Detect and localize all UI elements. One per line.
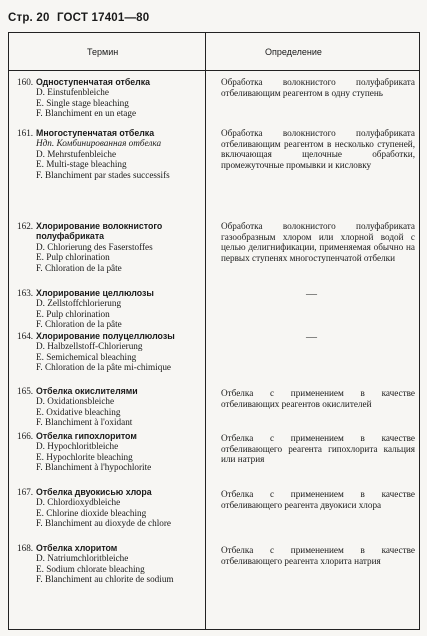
term-russian: Отбелка хлоритом — [36, 543, 118, 553]
term-french: F. Blanchiment à l'hypochlorite — [36, 462, 152, 473]
term-cell — [17, 543, 205, 585]
column-header-definition: Определение — [265, 47, 322, 57]
term-cell — [17, 128, 205, 180]
term-number: 160. — [17, 77, 34, 87]
term-nonrecommended: Ндп. Комбинированная отбелка — [36, 138, 162, 149]
term-russian: Хлорирование целлюлозы — [36, 288, 154, 298]
term-german: D. Oxidationsbleiche — [36, 396, 115, 407]
term-number: 161. — [17, 128, 34, 138]
term-russian: Отбелка гипохлоритом — [36, 431, 137, 441]
term-number: 168. — [17, 543, 34, 553]
term-number: 166. — [17, 431, 34, 441]
definition-cell: Обработка волокнистого полуфабриката отбеливающим реагентом в несколько ступеней, включающая щелочные обработки, промежуточные промывки и кисловку — [221, 128, 415, 170]
term-russian: Отбелка двуокисью хлора — [36, 487, 152, 497]
term-russian: Одноступенчатая отбелка — [36, 77, 151, 87]
standard-code: ГОСТ 17401—80 — [56, 12, 150, 24]
term-russian: Хлорирование волокнистого полуфабриката — [36, 221, 163, 242]
term-english: E. Pulp chlorination — [36, 252, 110, 263]
term-german: D. Natriumchloritbleiche — [36, 553, 129, 564]
term-french: F. Chloration de la pâte — [36, 319, 122, 330]
terms-table — [8, 32, 420, 630]
term-number: 165. — [17, 386, 34, 396]
term-english: E. Chlorine dioxide bleaching — [36, 507, 147, 518]
term-russian: Хлорирование полуцеллюлозы — [36, 331, 175, 341]
definition-dash: — — [306, 331, 317, 343]
term-french: F. Blanchiment au dioxyde de chlore — [36, 518, 171, 529]
term-french: F. Chloration de la pâte mi-chimique — [36, 362, 172, 373]
term-german: D. Chlorierung des Faserstoffes — [36, 241, 153, 252]
definition-cell: Отбелка с применением в качестве отбеливающего реагента хлорита натрия — [221, 545, 415, 566]
term-german: D. Hypochloritbleiche — [36, 441, 119, 452]
term-english: E. Single stage bleaching — [36, 97, 129, 108]
term-french: F. Blanchiment à l'oxidant — [36, 417, 133, 428]
term-german: D. Chlordioxydbleiche — [36, 497, 121, 508]
column-header-term: Термин — [87, 47, 119, 57]
definition-cell: Обработка волокнистого полуфабриката газообразным хлором или хлорной водой с целью делигнификации, применяемая обычно на первых ступенях многоступенчатой отбелки — [221, 221, 415, 263]
term-english: E. Multi-stage bleaching — [36, 159, 127, 170]
definition-cell: Отбелка с применением в качестве отбеливающих реагентов окислителей — [221, 388, 415, 409]
term-russian: Отбелка окислителями — [36, 386, 138, 396]
term-cell — [17, 487, 205, 529]
term-number: 162. — [17, 221, 34, 231]
term-number: 164. — [17, 331, 34, 341]
column-divider — [205, 33, 206, 629]
definition-dash: — — [306, 288, 317, 300]
table-header — [9, 33, 419, 71]
term-number: 163. — [17, 288, 34, 298]
term-cell — [17, 331, 205, 373]
term-french: F. Blanchiment en un etage — [36, 108, 137, 119]
term-german: D. Halbzellstoff-Chlorierung — [36, 341, 143, 352]
term-french: F. Blanchiment par stades successifs — [36, 169, 170, 180]
term-german: D. Mehrstufenbleiche — [36, 148, 117, 159]
definition-cell: Обработка волокнистого полуфабриката отбеливающим реагентом в одну ступень — [221, 77, 415, 98]
term-cell — [17, 431, 205, 473]
term-cell — [17, 221, 205, 273]
term-french: F. Blanchiment au chlorite de sodium — [36, 574, 174, 585]
term-german: D. Einstufenbleiche — [36, 87, 109, 98]
term-english: E. Hypochlorite bleaching — [36, 451, 133, 462]
term-cell — [17, 288, 205, 330]
definition-cell: Отбелка с применением в качестве отбеливающего реагента гипохлорита кальция или натрия — [221, 433, 415, 465]
term-russian: Многоступенчатая отбелка — [36, 128, 155, 138]
term-german: D. Zellstoffchlorierung — [36, 298, 122, 309]
page-number: Стр. 20 — [8, 12, 50, 24]
term-number: 167. — [17, 487, 34, 497]
definition-cell: Отбелка с применением в качестве отбеливающего реагента двуокиси хлора — [221, 489, 415, 510]
term-cell — [17, 386, 205, 428]
term-english: E. Oxidative bleaching — [36, 406, 121, 417]
page-header — [8, 12, 153, 24]
term-english: E. Semichemical bleaching — [36, 351, 137, 362]
term-english: E. Sodium chlorate bleaching — [36, 563, 145, 574]
term-cell — [17, 77, 205, 119]
term-french: F. Chloration de la pâte — [36, 262, 122, 273]
term-english: E. Pulp chlorination — [36, 308, 110, 319]
